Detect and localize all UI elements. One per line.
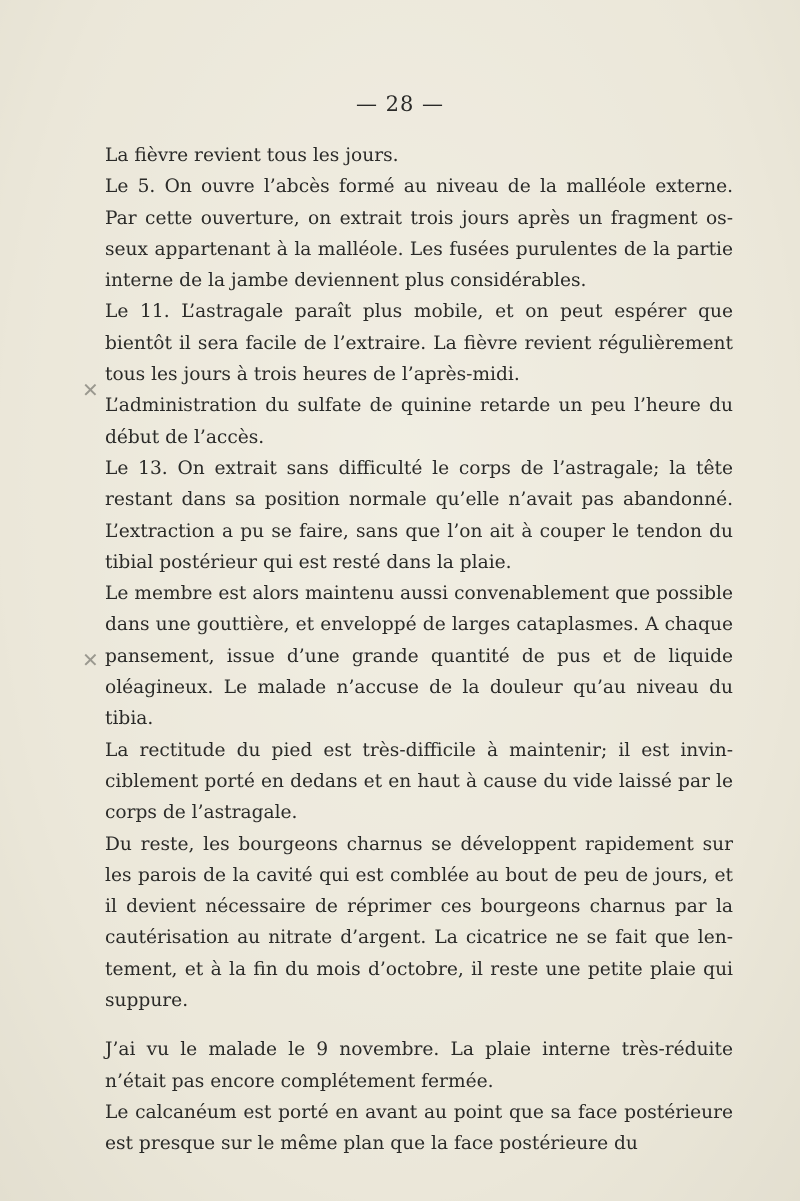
paragraph: Le 13. On extrait sans difficulté le corps de l’astragale; la tête restant dans sa position normale qu’elle n’avait pas abandonné. L’extraction a pu se faire, sans que l’on ait à couper le tendon du tibial postérieur qui est resté dans la plaie. xyxy=(105,457,733,573)
paragraph: La rectitude du pied est très-difficile à maintenir; il est invinciblement porté en dedans et en haut à cause du vide laissé par le corps de l’astragale. xyxy=(105,739,733,824)
margin-mark: ✕ xyxy=(82,378,99,402)
paragraph: J’ai vu le malade le 9 novembre. La plaie interne très-réduite n’était pas encore complétement fermée. xyxy=(105,1039,733,1092)
paragraph: La fièvre revient tous les jours. xyxy=(105,145,399,166)
body-text xyxy=(105,140,733,1160)
paragraph: Le calcanéum est porté en avant au point que sa face postérieure est presque sur le même plan que la face postérieure du xyxy=(105,1101,733,1155)
paragraph: Le membre est alors maintenu aussi convenablement que possible dans une gouttière, et enveloppé de larges cataplasmes. A chaque pansement, issue d’une grande quantité de pus et de liquide oléagineux. Le malade n’accuse de la douleur qu’au niveau du tibia. xyxy=(105,583,733,730)
paragraph: L’administration du sulfate de quinine retarde un peu l’heure du début de l’accès. xyxy=(105,395,733,448)
margin-mark: ✕ xyxy=(82,648,99,672)
paragraph: Le 11. L’astragale paraît plus mobile, et on peut espérer que bientôt il sera facile de l’extraire. La fièvre revient régulièrement tous les jours à trois heures de l’après-midi. xyxy=(105,301,733,386)
page-number: — 28 — xyxy=(355,92,445,116)
paragraph: Du reste, les bourgeons charnus se développent rapidement sur les parois de la cavité qui est comblée au bout de peu de jours, et il devient nécessaire de réprimer ces bourgeons charnus par la cautérisation au nitrate d’argent. La cicatrice ne se fait que lentement, et à la fin du mois d’octobre, il reste une petite plaie qui suppure. xyxy=(105,833,733,1012)
paragraph: Le 5. On ouvre l’abcès formé au niveau de la malléole externe. Par cette ouverture, on extrait trois jours après un fragment osseux appartenant à la malléole. Les fusées purulentes de la partie interne de la jambe deviennent plus considérables. xyxy=(105,176,733,292)
